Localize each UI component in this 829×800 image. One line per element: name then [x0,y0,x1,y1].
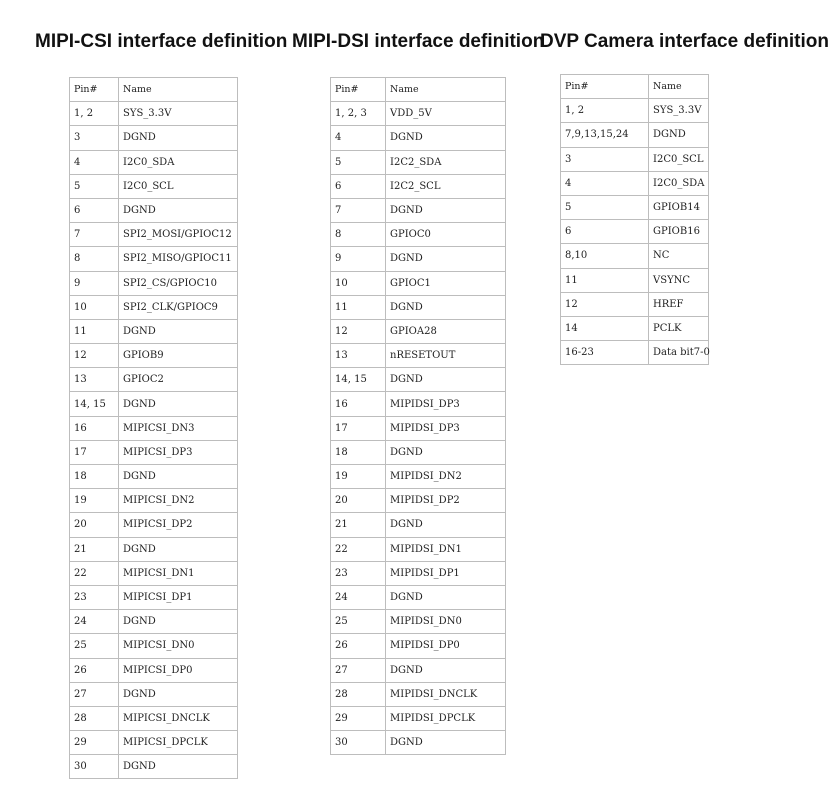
pin-number-cell: 5 [331,150,386,174]
table-row [331,561,506,585]
signal-name-cell: NC [649,244,709,268]
signal-name-cell: DGND [119,198,238,222]
name-header: Name [386,78,506,102]
pin-number-cell: 24 [70,610,119,634]
signal-name-cell: MIPIDSI_DN1 [386,537,506,561]
signal-name-cell: nRESETOUT [386,344,506,368]
table-row [70,440,238,464]
signal-name-cell: SYS_3.3V [119,102,238,126]
signal-name-cell: DGND [119,610,238,634]
signal-name-cell: MIPICSI_DP3 [119,440,238,464]
pin-number-cell: 26 [331,634,386,658]
signal-name-cell: MIPICSI_DP2 [119,513,238,537]
table-row [70,174,238,198]
pin-number-cell: 20 [331,489,386,513]
pin-number-cell: 22 [331,537,386,561]
pin-number-cell: 3 [70,126,119,150]
signal-name-cell: VSYNC [649,268,709,292]
pin-number-cell: 25 [331,610,386,634]
table-row [331,634,506,658]
signal-name-cell: Data bit7-0 [649,341,709,365]
pin-number-cell: 3 [561,147,649,171]
table-row [331,610,506,634]
pin-number-cell: 1, 2 [70,102,119,126]
pin-number-cell: 16-23 [561,341,649,365]
signal-name-cell: DGND [386,731,506,755]
pin-number-cell: 12 [561,292,649,316]
signal-name-cell: DGND [119,755,238,779]
signal-name-cell: DGND [119,682,238,706]
pin-number-cell: 14, 15 [70,392,119,416]
signal-name-cell: MIPICSI_DP1 [119,585,238,609]
pin-number-cell: 23 [331,561,386,585]
table-row [70,537,238,561]
signal-name-cell: GPIOA28 [386,319,506,343]
pin-number-cell: 23 [70,585,119,609]
signal-name-cell: SYS_3.3V [649,99,709,123]
signal-name-cell: I2C2_SCL [386,174,506,198]
pin-number-cell: 9 [70,271,119,295]
table-row [331,392,506,416]
signal-name-cell: GPIOB9 [119,344,238,368]
pin-number-cell: 21 [70,537,119,561]
table-row [331,440,506,464]
pin-number-cell: 8 [331,223,386,247]
pin-number-cell: 12 [70,344,119,368]
signal-name-cell: GPIOB16 [649,220,709,244]
pin-number-cell: 12 [331,319,386,343]
signal-name-cell: GPIOB14 [649,195,709,219]
pin-number-cell: 28 [70,706,119,730]
signal-name-cell: HREF [649,292,709,316]
signal-name-cell: SPI2_MOSI/GPIOC12 [119,223,238,247]
table-row [70,392,238,416]
pin-number-cell: 6 [561,220,649,244]
signal-name-cell: DGND [386,585,506,609]
signal-name-cell: MIPICSI_DN1 [119,561,238,585]
table-row [331,416,506,440]
table-row [70,150,238,174]
table-row [70,755,238,779]
pin-number-cell: 14 [561,316,649,340]
table-row [561,99,709,123]
signal-name-cell: DGND [386,513,506,537]
table-row [331,102,506,126]
pin-number-cell: 8,10 [561,244,649,268]
pin-number-cell: 5 [561,195,649,219]
signal-name-cell: DGND [119,319,238,343]
dsi-title: MIPI-DSI interface definition [292,31,545,52]
dvp-section [530,0,829,800]
signal-name-cell: SPI2_MISO/GPIOC11 [119,247,238,271]
table-row [561,123,709,147]
table-row [70,658,238,682]
signal-name-cell: MIPICSI_DP0 [119,658,238,682]
signal-name-cell: I2C0_SDA [649,171,709,195]
table-row [70,344,238,368]
pin-number-cell: 10 [331,271,386,295]
table-row [331,223,506,247]
pin-number-cell: 20 [70,513,119,537]
table-row [70,198,238,222]
table-row [70,368,238,392]
table-row [70,706,238,730]
table-row [331,706,506,730]
table-header-row [70,78,238,102]
signal-name-cell: MIPICSI_DNCLK [119,706,238,730]
pin-number-cell: 14, 15 [331,368,386,392]
table-row [331,319,506,343]
pin-number-cell: 29 [331,706,386,730]
dvp-title: DVP Camera interface definition [540,31,829,52]
table-row [70,416,238,440]
signal-name-cell: DGND [119,392,238,416]
pin-number-cell: 30 [70,755,119,779]
signal-name-cell: MIPIDSI_DP3 [386,392,506,416]
signal-name-cell: MIPICSI_DN2 [119,489,238,513]
signal-name-cell: PCLK [649,316,709,340]
table-row [70,610,238,634]
table-row [70,126,238,150]
pin-number-cell: 7 [331,198,386,222]
table-row [70,731,238,755]
table-row [331,658,506,682]
signal-name-cell: GPIOC1 [386,271,506,295]
signal-name-cell: GPIOC2 [119,368,238,392]
table-row [70,271,238,295]
signal-name-cell: MIPICSI_DN3 [119,416,238,440]
name-header: Name [649,75,709,99]
signal-name-cell: MIPICSI_DPCLK [119,731,238,755]
pin-number-cell: 11 [70,319,119,343]
pin-number-cell: 27 [70,682,119,706]
pin-number-cell: 6 [331,174,386,198]
table-row [561,341,709,365]
pin-number-cell: 4 [331,126,386,150]
signal-name-cell: DGND [119,126,238,150]
signal-name-cell: SPI2_CLK/GPIOC9 [119,295,238,319]
table-header-row [561,75,709,99]
pin-number-cell: 16 [70,416,119,440]
table-row [561,195,709,219]
signal-name-cell: MIPIDSI_DP1 [386,561,506,585]
table-row [331,295,506,319]
pin-number-cell: 30 [331,731,386,755]
table-row [561,292,709,316]
table-row [70,513,238,537]
pin-number-cell: 13 [70,368,119,392]
pin-number-cell: 7 [70,223,119,247]
signal-name-cell: DGND [119,465,238,489]
pin-number-cell: 13 [331,344,386,368]
signal-name-cell: MIPIDSI_DPCLK [386,706,506,730]
signal-name-cell: MIPIDSI_DNCLK [386,682,506,706]
table-row [331,368,506,392]
signal-name-cell: I2C0_SCL [119,174,238,198]
pin-header: Pin# [70,78,119,102]
table-row [561,244,709,268]
table-row [70,295,238,319]
signal-name-cell: MIPIDSI_DP3 [386,416,506,440]
table-row [70,465,238,489]
table-row [70,319,238,343]
table-row [331,731,506,755]
table-row [561,147,709,171]
table-row [70,247,238,271]
pin-number-cell: 4 [70,150,119,174]
pin-number-cell: 22 [70,561,119,585]
signal-name-cell: DGND [386,198,506,222]
pin-number-cell: 11 [561,268,649,292]
pin-number-cell: 16 [331,392,386,416]
table-row [561,316,709,340]
signal-name-cell: SPI2_CS/GPIOC10 [119,271,238,295]
table-row [70,585,238,609]
table-row [70,682,238,706]
pin-number-cell: 19 [331,465,386,489]
signal-name-cell: DGND [386,247,506,271]
pin-number-cell: 25 [70,634,119,658]
signal-name-cell: DGND [649,123,709,147]
table-row [561,171,709,195]
pin-number-cell: 28 [331,682,386,706]
signal-name-cell: MIPIDSI_DN0 [386,610,506,634]
pin-number-cell: 18 [70,465,119,489]
pin-number-cell: 8 [70,247,119,271]
table-row [331,150,506,174]
table-header-row [331,78,506,102]
pin-number-cell: 5 [70,174,119,198]
table-row [331,585,506,609]
signal-name-cell: DGND [386,126,506,150]
dvp-pin-table [560,74,709,365]
pin-number-cell: 29 [70,731,119,755]
pin-number-cell: 1, 2, 3 [331,102,386,126]
table-row [331,682,506,706]
signal-name-cell: DGND [386,658,506,682]
pin-number-cell: 21 [331,513,386,537]
pin-number-cell: 6 [70,198,119,222]
pin-number-cell: 7,9,13,15,24 [561,123,649,147]
pin-header: Pin# [331,78,386,102]
signal-name-cell: I2C2_SDA [386,150,506,174]
pin-number-cell: 17 [70,440,119,464]
csi-section [0,0,288,800]
pin-number-cell: 18 [331,440,386,464]
table-row [331,247,506,271]
table-row [70,223,238,247]
table-row [70,489,238,513]
signal-name-cell: MIPICSI_DN0 [119,634,238,658]
signal-name-cell: MIPIDSI_DP0 [386,634,506,658]
signal-name-cell: GPIOC0 [386,223,506,247]
table-row [70,102,238,126]
pin-number-cell: 4 [561,171,649,195]
signal-name-cell: VDD_5V [386,102,506,126]
pin-number-cell: 24 [331,585,386,609]
pin-number-cell: 17 [331,416,386,440]
pin-header: Pin# [561,75,649,99]
table-row [331,126,506,150]
table-row [331,489,506,513]
pin-number-cell: 1, 2 [561,99,649,123]
name-header: Name [119,78,238,102]
table-row [331,198,506,222]
pin-number-cell: 11 [331,295,386,319]
signal-name-cell: DGND [119,537,238,561]
table-row [561,220,709,244]
signal-name-cell: MIPIDSI_DP2 [386,489,506,513]
signal-name-cell: DGND [386,440,506,464]
table-row [331,344,506,368]
signal-name-cell: DGND [386,295,506,319]
table-row [70,634,238,658]
pin-number-cell: 10 [70,295,119,319]
pin-number-cell: 26 [70,658,119,682]
dsi-section [270,0,545,800]
pin-number-cell: 27 [331,658,386,682]
table-row [331,465,506,489]
table-row [331,174,506,198]
signal-name-cell: I2C0_SCL [649,147,709,171]
table-row [331,513,506,537]
signal-name-cell: DGND [386,368,506,392]
table-row [331,271,506,295]
signal-name-cell: I2C0_SDA [119,150,238,174]
table-row [561,268,709,292]
dsi-pin-table [330,77,506,755]
pin-number-cell: 9 [331,247,386,271]
csi-title: MIPI-CSI interface definition [35,31,288,52]
signal-name-cell: MIPIDSI_DN2 [386,465,506,489]
pin-number-cell: 19 [70,489,119,513]
table-row [70,561,238,585]
table-row [331,537,506,561]
csi-pin-table [69,77,238,779]
